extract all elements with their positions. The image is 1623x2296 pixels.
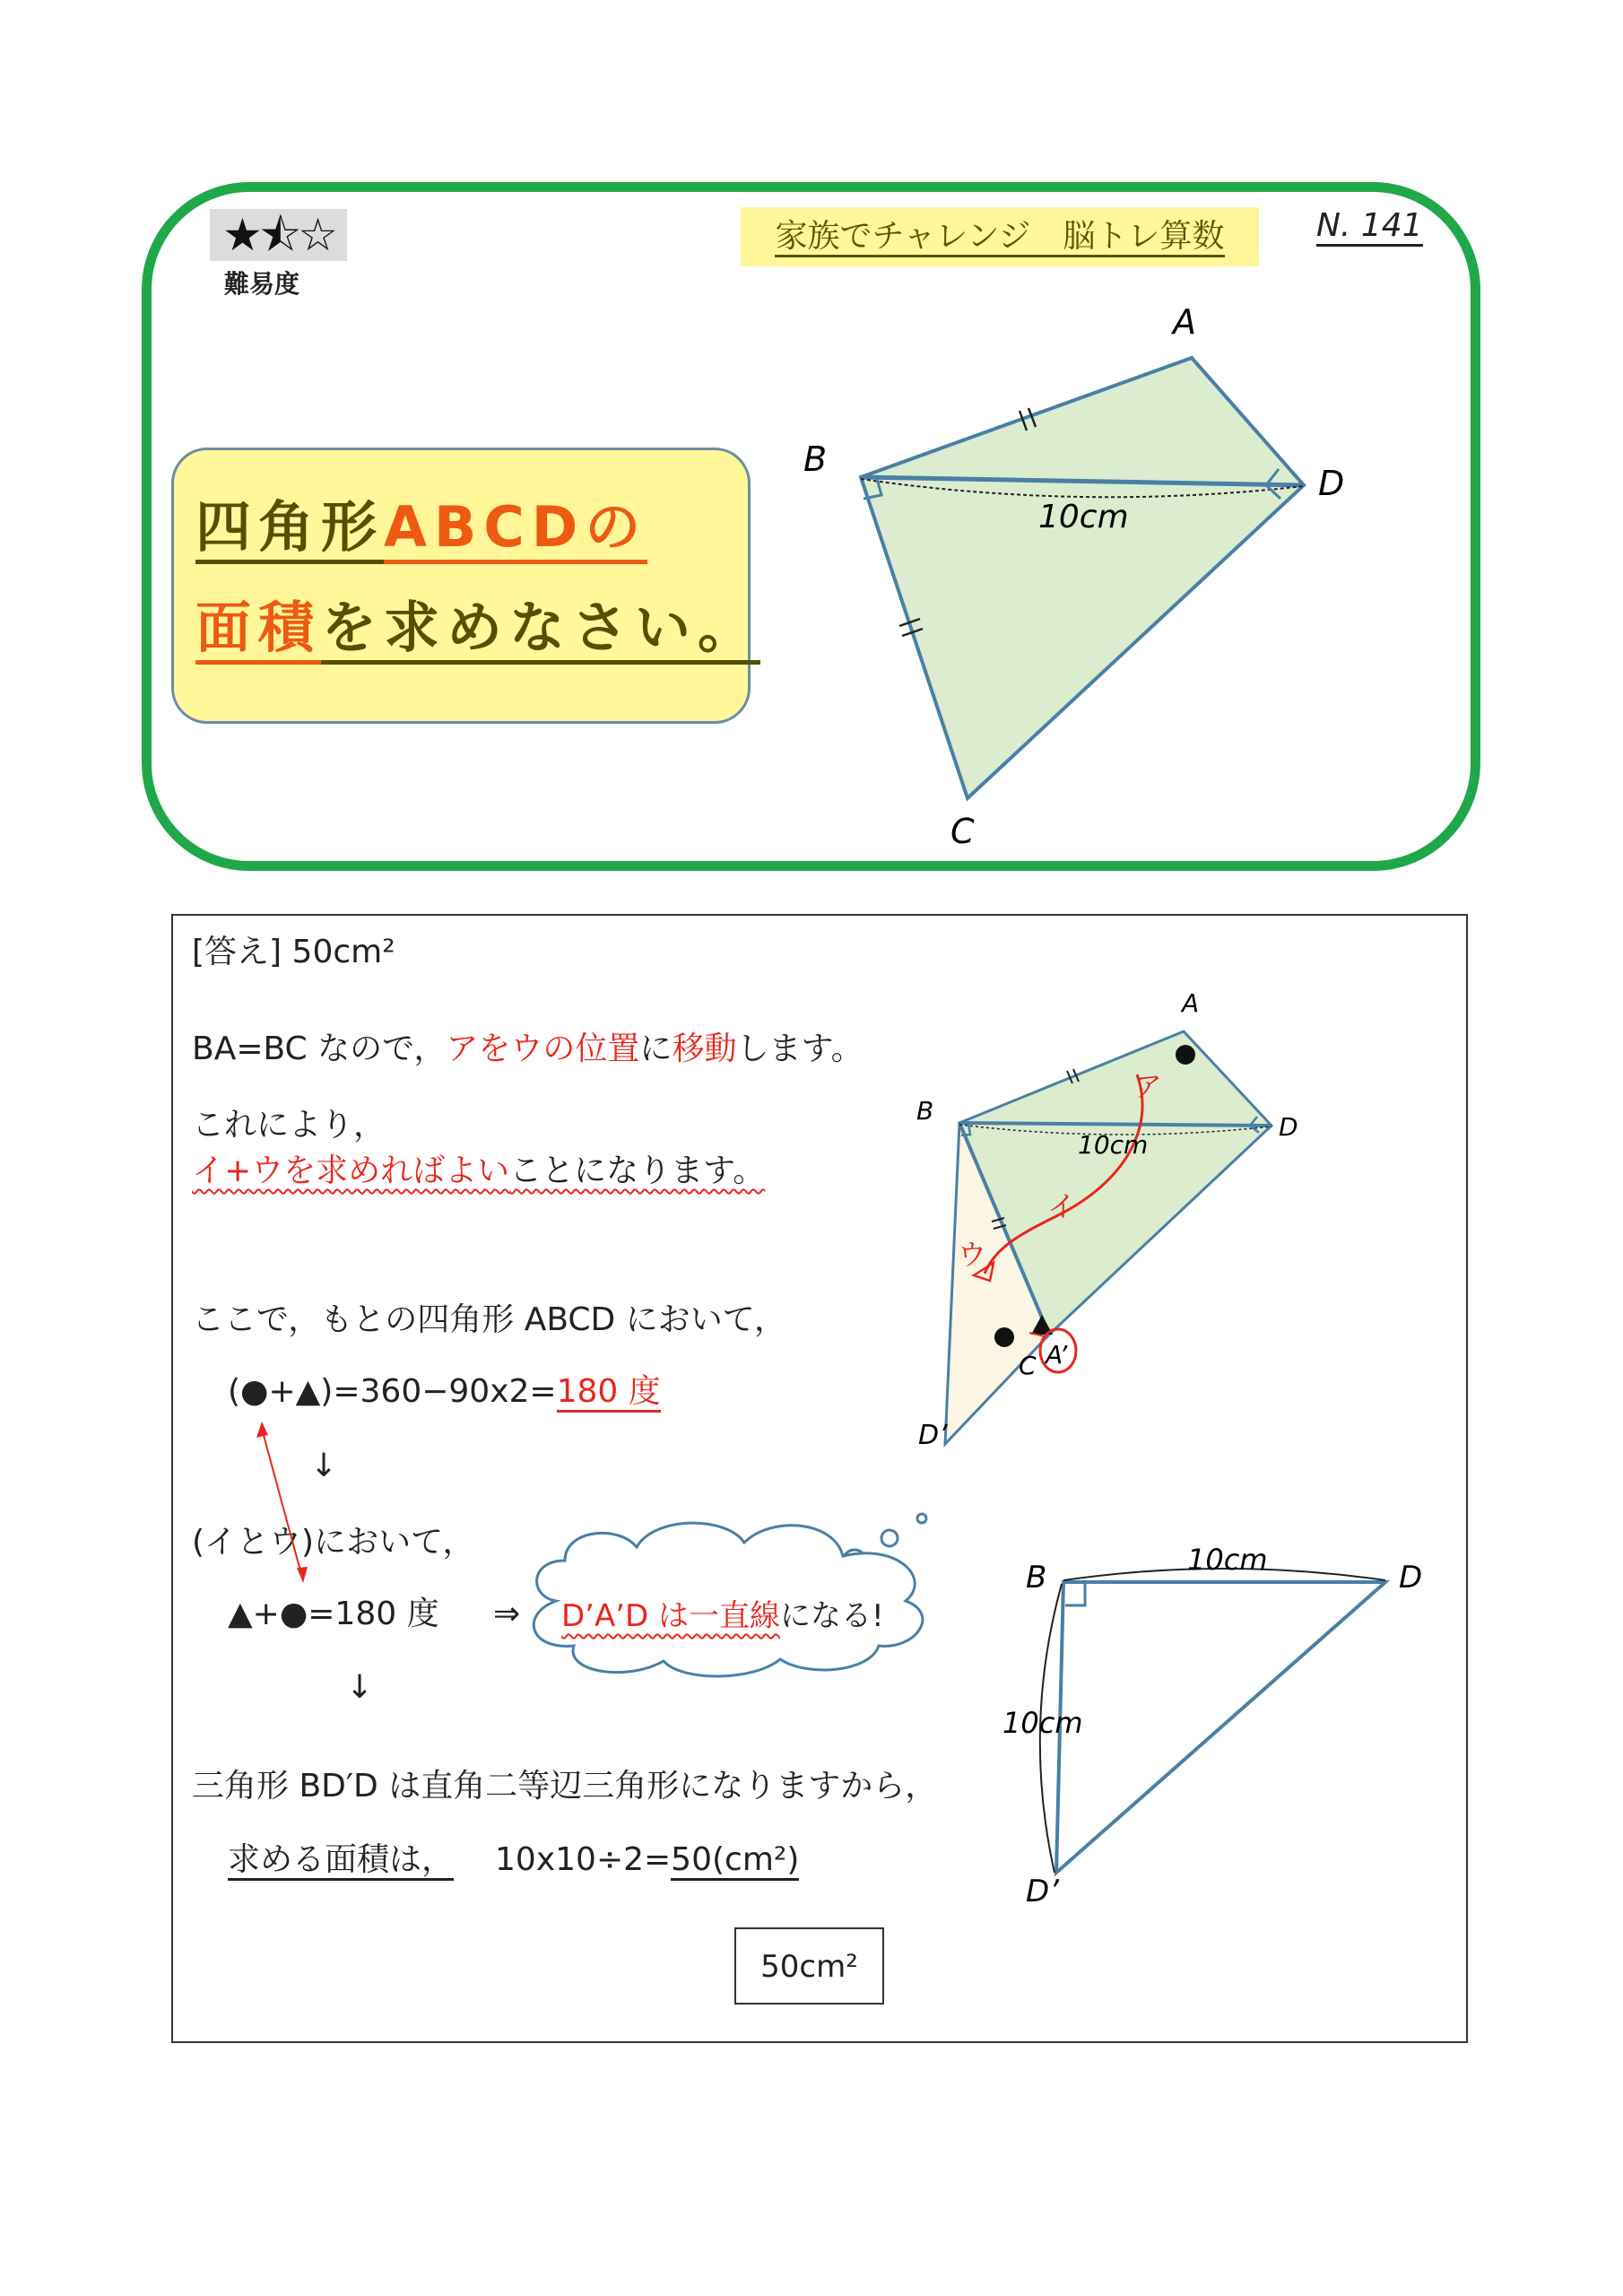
solution-line-8: 三角形 BD′D は直角二等辺三角形になりますから， [192, 1768, 938, 1805]
implies-arrow: ⇒ [493, 1596, 521, 1632]
difficulty-label: 難易度 [224, 269, 300, 299]
mid-label-d-prime: D’ [918, 1420, 948, 1451]
cloud-text [561, 1596, 884, 1636]
solution-9b: 10x10÷2= [495, 1841, 672, 1878]
mid-length-label: 10cm [1078, 1130, 1149, 1160]
solution-line-3 [192, 1152, 765, 1191]
circle-mark-a [1176, 1045, 1195, 1065]
arrow-down-2: ↓ [346, 1669, 374, 1706]
final-answer-box: 50cm² [734, 1927, 884, 2005]
solution-3b: ことになります。 [509, 1152, 766, 1189]
solution-line-9 [228, 1840, 799, 1880]
mid-label-a: A [1182, 988, 1200, 1018]
mid-label-d: D [1279, 1112, 1298, 1142]
bottom-label-d-prime: D’ [1026, 1874, 1059, 1909]
solution-1a: BA=BC なので， [192, 1031, 447, 1067]
kana-i-label: イ [1047, 1189, 1077, 1223]
bottom-length-top: 10cm [1187, 1543, 1268, 1577]
mid-label-a-prime: A’ [1046, 1340, 1068, 1370]
solution-9c: 50(cm²) [671, 1841, 799, 1881]
solution-line-6: (イとウ)において， [192, 1524, 475, 1561]
question-quadrilateral: 四角形 [195, 494, 384, 564]
question-instruction: を求めなさい。 [321, 595, 760, 665]
length-label: 10cm [1038, 499, 1129, 535]
bottom-label-b: B [1026, 1560, 1047, 1596]
quadrilateral-shape [861, 358, 1304, 798]
mid-label-b: B [916, 1096, 934, 1126]
triangle-bdd [1056, 1582, 1385, 1873]
question-no: の [585, 494, 648, 560]
solution-1e: します。 [736, 1031, 864, 1067]
rotation-figure [897, 978, 1345, 1480]
solution-line-4: ここで，もとの四角形 ABCD において， [192, 1301, 786, 1338]
question-line-1 [195, 493, 647, 561]
solution-5b: 180 度 [557, 1373, 661, 1413]
difficulty-stars: ★⯪☆ [210, 209, 347, 261]
right-triangle-figure [986, 1525, 1453, 1919]
label-b: B [803, 439, 828, 479]
quadrilateral-figure [771, 287, 1399, 879]
cloud-text-b: になる! [780, 1598, 884, 1634]
question-line-2 [195, 594, 760, 662]
bottom-length-left: 10cm [1002, 1706, 1083, 1740]
solution-3a: イ+ウを求めればよい [192, 1152, 510, 1189]
question-box [171, 448, 761, 724]
solution-1d: 移動 [672, 1031, 737, 1067]
cloud-text-a: D’A’D は一直線 [561, 1598, 781, 1634]
kana-a-label: ア [1133, 1069, 1163, 1103]
question-area: 面積 [195, 595, 321, 665]
label-c: C [950, 812, 975, 851]
solution-line-5 [228, 1372, 661, 1412]
series-title [741, 207, 1259, 266]
solution-1c: に [639, 1031, 673, 1067]
solution-5a: (●+▲)=360−90x2= [228, 1373, 557, 1410]
solution-1b: アをウの位置 [446, 1031, 640, 1067]
question-abcd [384, 494, 647, 564]
series-title-text: 家族でチャレンジ 脳トレ算数 [775, 218, 1224, 257]
thought-cloud [520, 1471, 968, 1686]
question-abcd-text: ABCD [384, 494, 586, 560]
solution-line-2: これにより， [192, 1107, 386, 1144]
kana-u-label: ウ [958, 1238, 987, 1272]
problem-number: N. 141 [1316, 208, 1423, 247]
arrow-down-1: ↓ [310, 1448, 338, 1484]
circle-mark-c [994, 1327, 1014, 1347]
relation-arrow [251, 1413, 323, 1592]
answer-heading: [答え] 50cm² [192, 934, 395, 970]
solution-line-7: ▲+●=180 度 [228, 1596, 439, 1632]
solution-9a: 求める面積は， [228, 1841, 454, 1881]
bottom-label-d: D [1399, 1560, 1423, 1596]
label-a: A [1173, 302, 1196, 342]
label-d: D [1318, 464, 1345, 503]
right-angle-mark-bottom [1065, 1584, 1085, 1605]
solution-line-1 [192, 1030, 864, 1069]
mid-label-c: C [1019, 1351, 1037, 1380]
